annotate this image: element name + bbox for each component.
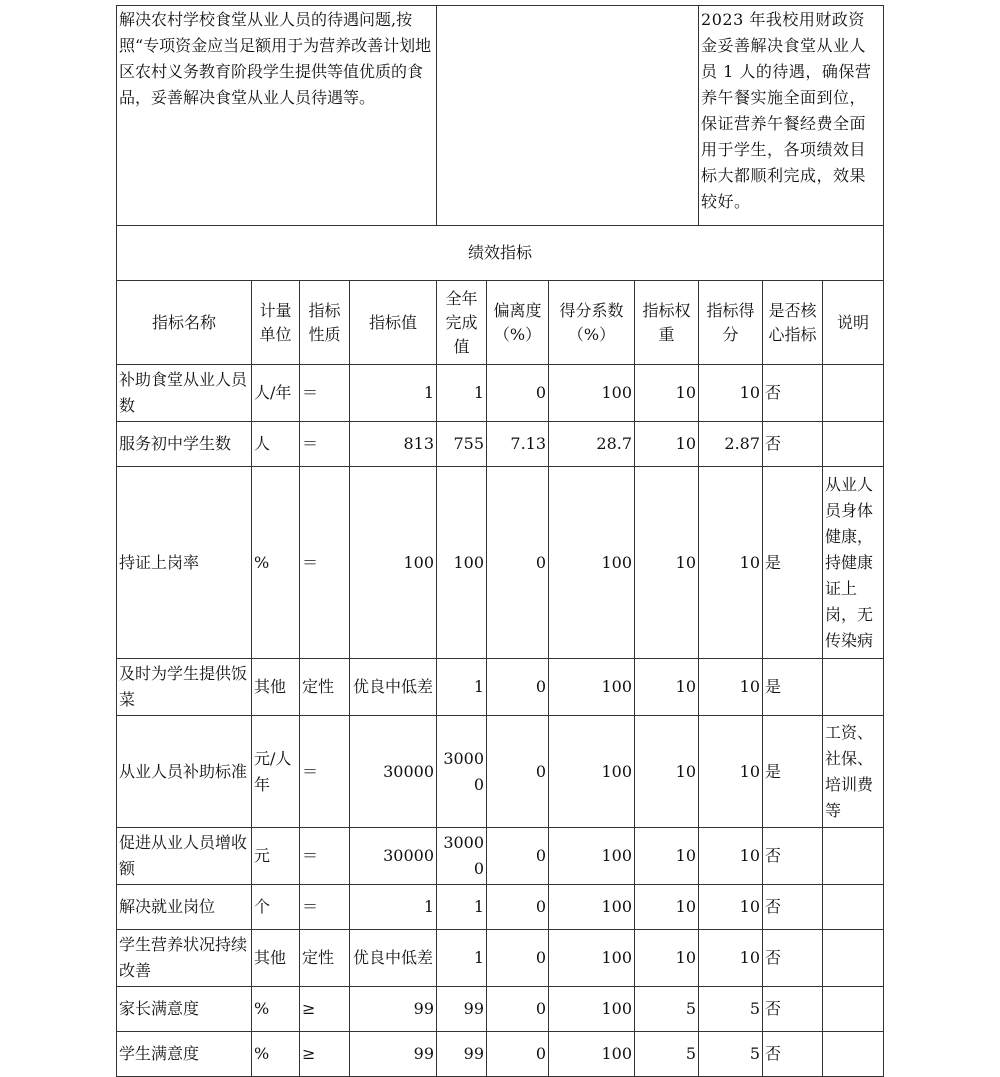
goal-text-cell: 解决农村学校食堂从业人员的待遇问题,按照“专项资金应当足额用于为营养改善计划地区农村义务教育阶段学生提供等值优质的食品，妥善解决食堂从业人员待遇等。 bbox=[117, 6, 437, 226]
score: 10 bbox=[699, 365, 763, 422]
weight: 10 bbox=[635, 365, 699, 422]
deviation: 0 bbox=[487, 885, 549, 930]
indicator-name: 服务初中学生数 bbox=[117, 422, 252, 467]
target-value: 99 bbox=[350, 1032, 437, 1077]
note bbox=[823, 885, 884, 930]
core-flag: 否 bbox=[763, 422, 823, 467]
score-coef: 100 bbox=[549, 930, 635, 987]
weight: 10 bbox=[635, 930, 699, 987]
actual-value: 1 bbox=[437, 365, 487, 422]
weight: 10 bbox=[635, 422, 699, 467]
target-value: 30000 bbox=[350, 716, 437, 828]
actual-value: 100 bbox=[437, 467, 487, 659]
weight: 10 bbox=[635, 828, 699, 885]
table-row bbox=[117, 885, 884, 930]
core-flag: 否 bbox=[763, 365, 823, 422]
indicator-name: 促进从业人员增收额 bbox=[117, 828, 252, 885]
core-flag: 否 bbox=[763, 828, 823, 885]
table-row bbox=[117, 1032, 884, 1077]
section-row bbox=[117, 226, 884, 281]
score-coef: 28.7 bbox=[549, 422, 635, 467]
performance-table bbox=[116, 5, 884, 1077]
note bbox=[823, 1032, 884, 1077]
unit: 其他 bbox=[252, 930, 300, 987]
score: 10 bbox=[699, 930, 763, 987]
deviation: 0 bbox=[487, 828, 549, 885]
header-score: 指标得分 bbox=[699, 281, 763, 365]
indicator-name: 补助食堂从业人员数 bbox=[117, 365, 252, 422]
nature: ＝ bbox=[300, 467, 350, 659]
table-row bbox=[117, 716, 884, 828]
core-flag: 是 bbox=[763, 467, 823, 659]
header-weight: 指标权重 bbox=[635, 281, 699, 365]
weight: 5 bbox=[635, 987, 699, 1032]
indicator-name: 家长满意度 bbox=[117, 987, 252, 1032]
header-coef: 得分系数（%） bbox=[549, 281, 635, 365]
target-value: 30000 bbox=[350, 828, 437, 885]
actual-value: 1 bbox=[437, 930, 487, 987]
nature: ≥ bbox=[300, 1032, 350, 1077]
header-nature: 指标性质 bbox=[300, 281, 350, 365]
indicator-name: 持证上岗率 bbox=[117, 467, 252, 659]
note bbox=[823, 365, 884, 422]
indicator-name: 从业人员补助标准 bbox=[117, 716, 252, 828]
actual-value: 30000 bbox=[437, 828, 487, 885]
table-row bbox=[117, 422, 884, 467]
deviation: 7.13 bbox=[487, 422, 549, 467]
unit: 元/人年 bbox=[252, 716, 300, 828]
unit: 个 bbox=[252, 885, 300, 930]
core-flag: 否 bbox=[763, 885, 823, 930]
score-coef: 100 bbox=[549, 467, 635, 659]
score: 2.87 bbox=[699, 422, 763, 467]
deviation: 0 bbox=[487, 930, 549, 987]
header-deviation: 偏离度（%） bbox=[487, 281, 549, 365]
score: 5 bbox=[699, 1032, 763, 1077]
score: 10 bbox=[699, 467, 763, 659]
actual-value: 99 bbox=[437, 1032, 487, 1077]
actual-value: 1 bbox=[437, 885, 487, 930]
target-value: 99 bbox=[350, 987, 437, 1032]
deviation: 0 bbox=[487, 987, 549, 1032]
nature: 定性 bbox=[300, 930, 350, 987]
header-value: 指标值 bbox=[350, 281, 437, 365]
target-value: 100 bbox=[350, 467, 437, 659]
unit: 其他 bbox=[252, 659, 300, 716]
header-row bbox=[117, 281, 884, 365]
table-row bbox=[117, 467, 884, 659]
nature: ＝ bbox=[300, 422, 350, 467]
unit: 人 bbox=[252, 422, 300, 467]
blank-cell bbox=[437, 6, 699, 226]
target-value: 1 bbox=[350, 365, 437, 422]
summary-row bbox=[117, 6, 884, 226]
note bbox=[823, 422, 884, 467]
note bbox=[823, 987, 884, 1032]
weight: 5 bbox=[635, 1032, 699, 1077]
core-flag: 否 bbox=[763, 1032, 823, 1077]
target-value: 优良中低差 bbox=[350, 930, 437, 987]
score: 10 bbox=[699, 885, 763, 930]
weight: 10 bbox=[635, 885, 699, 930]
indicator-name: 解决就业岗位 bbox=[117, 885, 252, 930]
weight: 10 bbox=[635, 716, 699, 828]
unit: 人/年 bbox=[252, 365, 300, 422]
deviation: 0 bbox=[487, 1032, 549, 1077]
header-name: 指标名称 bbox=[117, 281, 252, 365]
deviation: 0 bbox=[487, 365, 549, 422]
nature: 定性 bbox=[300, 659, 350, 716]
score-coef: 100 bbox=[549, 828, 635, 885]
header-actual: 全年完成值 bbox=[437, 281, 487, 365]
score-coef: 100 bbox=[549, 987, 635, 1032]
header-note: 说明 bbox=[823, 281, 884, 365]
completion-text-cell: 2023 年我校用财政资金妥善解决食堂从业人员 1 人的待遇，确保营养午餐实施全面到位，保证营养午餐经费全面用于学生，各项绩效目标大都顺利完成，效果较好。 bbox=[699, 6, 884, 226]
score-coef: 100 bbox=[549, 1032, 635, 1077]
core-flag: 否 bbox=[763, 987, 823, 1032]
core-flag: 否 bbox=[763, 930, 823, 987]
core-flag: 是 bbox=[763, 659, 823, 716]
indicator-name: 学生满意度 bbox=[117, 1032, 252, 1077]
table-row bbox=[117, 987, 884, 1032]
score-coef: 100 bbox=[549, 659, 635, 716]
actual-value: 755 bbox=[437, 422, 487, 467]
deviation: 0 bbox=[487, 716, 549, 828]
actual-value: 1 bbox=[437, 659, 487, 716]
unit: % bbox=[252, 987, 300, 1032]
nature: ＝ bbox=[300, 716, 350, 828]
note: 从业人员身体健康，持健康证上岗，无传染病 bbox=[823, 467, 884, 659]
note: 工资、社保、培训费等 bbox=[823, 716, 884, 828]
unit: % bbox=[252, 1032, 300, 1077]
note bbox=[823, 828, 884, 885]
score-coef: 100 bbox=[549, 885, 635, 930]
score: 10 bbox=[699, 659, 763, 716]
target-value: 813 bbox=[350, 422, 437, 467]
target-value: 1 bbox=[350, 885, 437, 930]
table-row bbox=[117, 659, 884, 716]
header-unit: 计量单位 bbox=[252, 281, 300, 365]
weight: 10 bbox=[635, 467, 699, 659]
header-core: 是否核心指标 bbox=[763, 281, 823, 365]
nature: ≥ bbox=[300, 987, 350, 1032]
score: 10 bbox=[699, 716, 763, 828]
score: 10 bbox=[699, 828, 763, 885]
deviation: 0 bbox=[487, 467, 549, 659]
actual-value: 30000 bbox=[437, 716, 487, 828]
indicator-name: 及时为学生提供饭菜 bbox=[117, 659, 252, 716]
core-flag: 是 bbox=[763, 716, 823, 828]
score-coef: 100 bbox=[549, 365, 635, 422]
table-row bbox=[117, 930, 884, 987]
deviation: 0 bbox=[487, 659, 549, 716]
score-coef: 100 bbox=[549, 716, 635, 828]
note bbox=[823, 930, 884, 987]
section-title: 绩效指标 bbox=[117, 226, 884, 281]
score: 5 bbox=[699, 987, 763, 1032]
target-value: 优良中低差 bbox=[350, 659, 437, 716]
actual-value: 99 bbox=[437, 987, 487, 1032]
weight: 10 bbox=[635, 659, 699, 716]
unit: % bbox=[252, 467, 300, 659]
table-row bbox=[117, 365, 884, 422]
table-row bbox=[117, 828, 884, 885]
note bbox=[823, 659, 884, 716]
nature: ＝ bbox=[300, 365, 350, 422]
unit: 元 bbox=[252, 828, 300, 885]
indicator-name: 学生营养状况持续改善 bbox=[117, 930, 252, 987]
nature: ＝ bbox=[300, 885, 350, 930]
nature: ＝ bbox=[300, 828, 350, 885]
